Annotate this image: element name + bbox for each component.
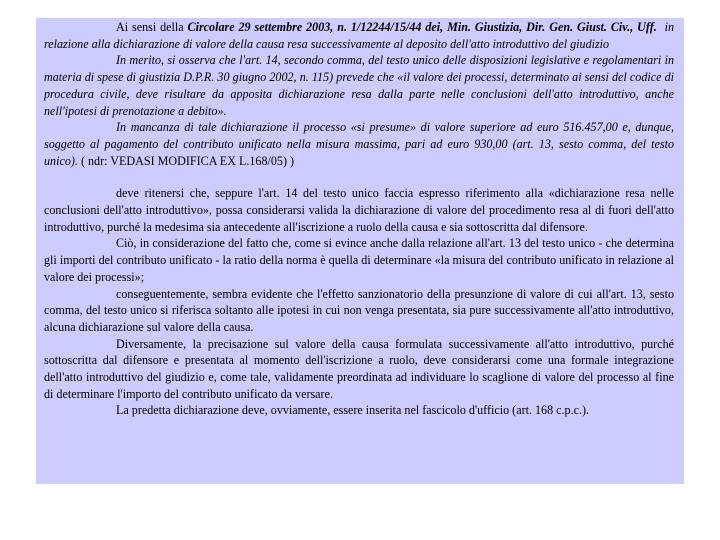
predetta-paragraph: La predetta dichiarazione deve, ovviamente, essere inserita nel fascicolo d'ufficio (art. 168 c.p.c.). [116, 403, 590, 418]
ritenersi-paragraph: deve ritenersi che, seppure l'art. 14 del testo unico faccia espresso riferimento alla «dichiarazione resa nelle conclusioni dell'atto introduttivo», possa considerarsi valida la dichiarazione di valore del procedimento resa al di fuori dell'atto introduttivo, purché la medesima sia antecedente all'iscrizione a ruolo della causa e sia sottoscritta dal difensore. [44, 186, 674, 234]
cio-paragraph: Ciò, in considerazione del fatto che, come si evince anche dalla relazione all'art. 13 del testo unico - che determina gli importi del contributo unificato - la ratio della norma è quella di determinare «la misura del contributo unificato in relazione al valore dei processi»; [44, 236, 674, 284]
paragraph-gap [44, 169, 674, 185]
circolare-reference: Circolare 29 settembre 2003, n. 1/12244/15/44 dei, Min. Giustizia, Dir. Gen. Giust. Civ., Uff. [187, 20, 657, 34]
ndr-note: ( ndr: VEDASI MODIFICA EX L.168/05) ) [80, 153, 295, 168]
mancanza-paragraph [44, 119, 674, 169]
text-panel [36, 18, 684, 484]
mancanza-text: In mancanza di tale dichiarazione il processo «si presume» di valore superiore ad euro 516.457,00 e, dunque, soggetto al pagamento del contributo unificato nella misura massima, pari ad euro 930,00 (art. 13, sesto comma, del testo unico). [44, 120, 674, 168]
merito-paragraph: In merito, si osserva che l'art. 14, secondo comma, del testo unico delle disposizioni legislative e regolamentari in materia di spese di giustizia D.P.R. 30 giugno 2002, n. 115) prevede che «il valore dei processi, determinato ai sensi del codice di procedura civile, deve risultare da apposita dichiarazione resa dalla parte nelle conclusioni dell'atto introduttivo, anche nell'ipotesi di prenotazione a debito». [44, 53, 674, 118]
intro-subject: in relazione alla dichiarazione di valore della causa resa successivamente al deposito dell'atto introduttivo del giudizio [44, 20, 675, 51]
diversamente-paragraph: Diversamente, la precisazione sul valore della causa formulata successivamente all'atto introduttivo, purché sottoscritta dal difensore e presentata al momento dell'iscrizione a ruolo, deve considerarsi come una formale integrazione dell'atto introduttivo del giudizio e, come tale, validamente preordinata ad individuare lo scaglione di valore del processo al fine di determinare l'importo del contributo unificato da versare. [44, 336, 674, 401]
conseguentemente-paragraph: conseguentemente, sembra evidente che l'effetto sanzionatorio della presunzione di valore di cui all'art. 13, sesto comma, del testo unico si riferisca soltanto alle ipotesi in cui non venga presentata, sia pure successivamente all'atto introduttivo, alcuna dichiarazione sul valore della causa. [44, 286, 674, 334]
intro-paragraph [44, 19, 674, 52]
intro-prefix: Ai sensi della [116, 20, 188, 34]
